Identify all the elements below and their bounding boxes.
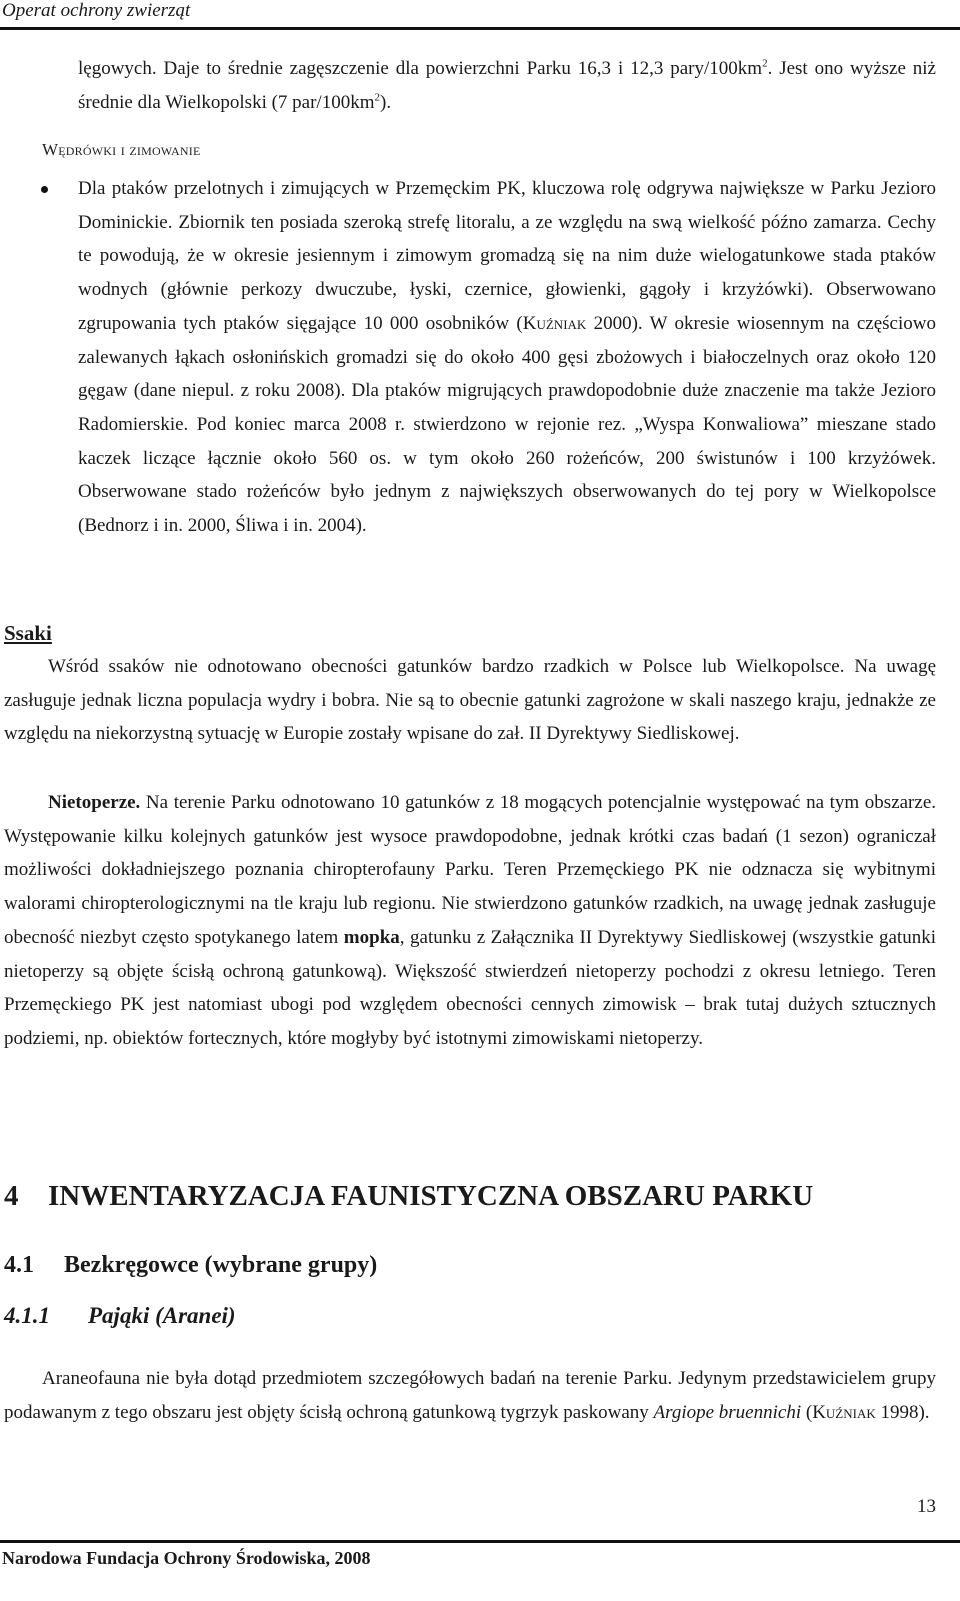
bats-text-2: , gatunku z Załącznika II Dyrektywy Siedliskowej (wszystkie gatunki nietoperzy są objęte ścisłą ochroną gatunkową). Większość stwierdzeń nietoperzy pochodzi z okresu letniego. Teren Przemęckiego PK jest natomiast ubogi pod względem obecności cennych zimowisk – brak tutaj dużych sztucznych podziemi, np. obiektów fortecznych, które mogłyby być istotnymi zimowiskami nietoperzy.	[4, 926, 936, 1049]
migration-author: Kuźniak	[522, 312, 587, 334]
spiders-text-3: 1998).	[875, 1401, 930, 1423]
section-4-1-1-heading	[4, 1300, 236, 1332]
mammals-paragraph: Wśród ssaków nie odnotowano obecności gatunków bardzo rzadkich w Polsce lub Wielkopolsce. Na uwagę zasługuje jednak liczna populacja wydry i bobra. Nie są to obecnie gatunki zagrożone w skali naszego kraju, jednakże ze względu na niekorzystną sytuację w Europie zostały wpisane do zał. II Dyrektywy Siedliskowej.	[4, 656, 936, 745]
section-4-heading	[4, 1176, 813, 1216]
header-rule	[0, 27, 960, 30]
spiders-author: Kuźniak	[812, 1401, 876, 1423]
mammals-heading: Ssaki	[4, 621, 52, 645]
section-4-1-1-number: 4.1.1	[4, 1303, 50, 1328]
migration-text-2: 2000). W okresie wiosennym na częściowo zalewanych łąkach osłonińskich gromadzi się do około 400 gęsi zbożowych i białoczelnych oraz około 120 gęgaw (dane niepul. z roku 2008). Dla ptaków migrujących prawdopodobnie duże znaczenie ma także Jezioro Radomierskie. Pod koniec marca 2008 r. stwierdzono w rejonie rez. „Wyspa Konwaliowa” mieszane stado kaczek liczące łącznie około 560 os. w tym około 260 rożeńców, 200 świstunów i 100 krzyżówek. Obserwowane stado rożeńców było jednym z największych obserwowanych do tej pory w Wielkopolsce (Bednorz i in. 2000, Śliwa i in. 2004).	[78, 312, 936, 537]
intro-text-3: ).	[380, 91, 392, 113]
bullet-icon	[41, 186, 48, 193]
section-4-1-number: 4.1	[4, 1252, 34, 1278]
footer-text: Narodowa Fundacja Ochrony Środowiska, 2008	[2, 1548, 371, 1568]
bats-text-1: Na terenie Parku odnotowano 10 gatunków z 18 mogących potencjalnie występować na tym obszarze. Występowanie kilku kolejnych gatunków jest wysoce prawdopodobne, jednak krótki czas badań (1 sezon) ograniczał możliwości dokładniejszego poznania chiropterofauny Parku. Teren Przemęckiego PK nie odznacza się wybitnymi walorami chiropterologicznymi na tle kraju lub regionu. Nie stwierdzono gatunków rzadkich, na uwagę jednak zasługuje obecność niezbyt często spotykanego latem	[4, 792, 936, 948]
running-header-title: Operat ochrony zwierząt	[2, 0, 191, 21]
bats-paragraph	[4, 786, 936, 1056]
intro-text-1: lęgowych. Daje to średnie zagęszczenie dla powierzchni Parku 16,3 i 12,3 pary/100km	[78, 58, 763, 79]
section-4-title: INWENTARYZACJA FAUNISTYCZNA OBSZARU PARKU	[48, 1180, 814, 1212]
page-number: 13	[917, 1496, 936, 1517]
migration-text-1: Dla ptaków przelotnych i zimujących w Przemęckim PK, kluczowa rolę odgrywa największe w Parku Jezioro Dominickie. Zbiornik ten posiada szeroką strefę litoralu, a ze względu na swą wielkość późno zamarza. Cechy te powodują, że w okresie jesiennym i zimowym gromadzą się na nim duże wielogatunkowe stada ptaków wodnych (głównie perkozy dwuczube, łyski, czernice, głowienki, gągoły i krzyżówki). Obserwowano zgrupowania tych ptaków sięgające 10 000 osobników (	[78, 178, 936, 334]
spiders-text-1: Araneofauna nie była dotąd przedmiotem szczegółowych badań na terenie Parku. Jedynym przedstawicielem grupy podawanym z tego obszaru jest objęty ścisłą ochroną gatunkową tygrzyk paskowany	[4, 1368, 936, 1423]
bats-label: Nietoperze.	[48, 792, 141, 813]
migration-heading: Wędrówki i zimowanie	[42, 140, 201, 159]
intro-sup-2: 2	[374, 91, 380, 104]
section-4-1-1-title: Pająki (Aranei)	[88, 1303, 236, 1328]
intro-sup-1: 2	[762, 57, 768, 70]
footer-rule	[0, 1540, 960, 1543]
intro-text-2: . Jest ono wyższe niż średnie dla Wielkopolski (7 par/100km	[78, 58, 936, 113]
spiders-text-2: (	[801, 1401, 813, 1423]
intro-paragraph	[78, 52, 936, 119]
mopek-term: mopka	[343, 926, 400, 948]
species-name: Argiope bruennichi	[653, 1401, 802, 1423]
spiders-paragraph	[4, 1362, 936, 1429]
section-4-1-heading	[4, 1248, 377, 1282]
section-4-number: 4	[4, 1180, 19, 1212]
section-4-1-title: Bezkręgowce (wybrane grupy)	[64, 1252, 378, 1278]
migration-paragraph	[78, 172, 936, 543]
